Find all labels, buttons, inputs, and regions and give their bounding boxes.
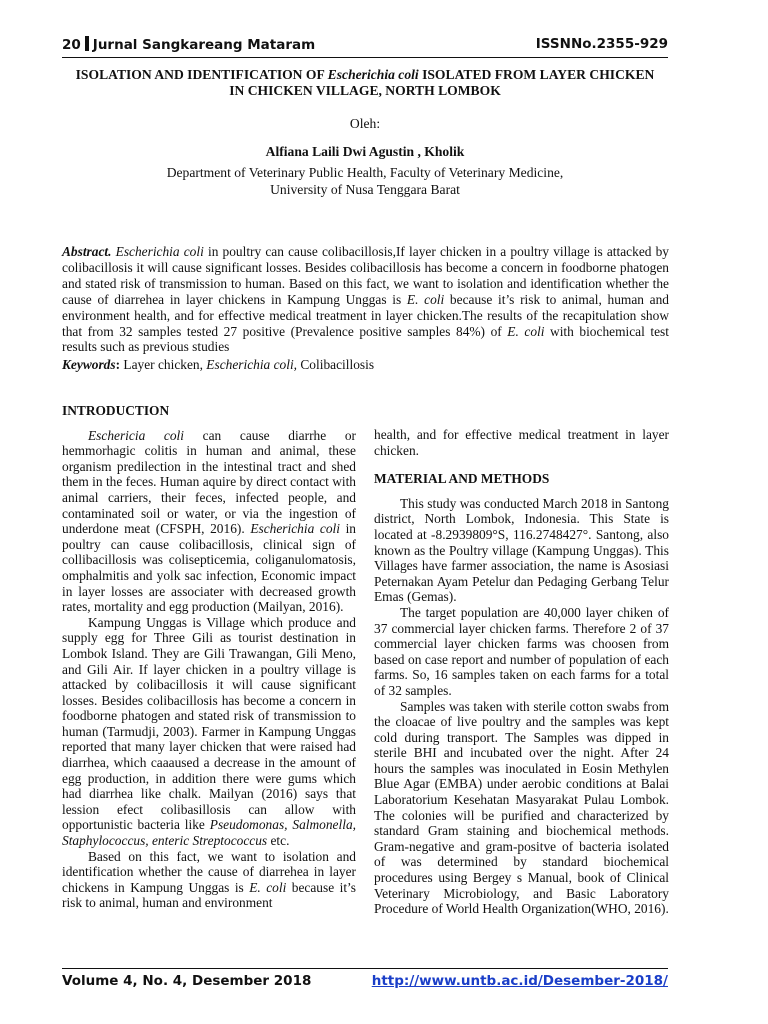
abstract-label: Abstract. bbox=[62, 244, 112, 259]
title-text-2: ISOLATED FROM LAYER CHICKEN IN CHICKEN VILLAGE, NORTH LOMBOK bbox=[229, 67, 655, 98]
abstract-text-2: because it’s risk to animal, human and environment health, and for effective medical treatment in layer chicken.The results of the recapitulation show that from 32 samples tested 27 positive (Prevalence positive samples 84%) of bbox=[62, 291, 670, 339]
intro-bacteria-list: Pseudomonas, Salmonella, Staphylococcus, enteric Streptococcus bbox=[62, 817, 356, 849]
abstract-text-3: with biochemical test results such as previous studies bbox=[62, 323, 669, 355]
title-species: Escherichia coli bbox=[327, 67, 419, 82]
intro-species-2: Escherichia coli bbox=[250, 521, 340, 537]
right-column bbox=[374, 427, 669, 917]
volume-info: Volume 4, No. 4, Desember 2018 bbox=[62, 973, 312, 989]
affiliation-line-1: Department of Veterinary Public Health, Faculty of Veterinary Medicine, bbox=[166, 165, 564, 180]
methods-paragraph-3: Samples was taken with sterile cotton swabs from the cloacae of live poultry and the samples was kept cold during transport. The Samples was dipped in sterile BHI and incubated over the night. After 24 hours the samples was inoculated in Eosin Methylen Blue Agar (EMBA) under aerobic conditions at Balai Laboratorium Kesehatan Masyarakat Pulau Lombok. The colonies will be purified and characterized by standard Gram staining and biochemical methods. Gram-negative and gram-positve of bacteria isolated of was determined by standard biochemical procedures using Bergey s Manual, book of Clinical Veterinary Microbiology, and Basic Laboratory Procedure of World Health Organization(WHO, 2016). bbox=[374, 698, 669, 917]
intro-paragraph-1 bbox=[62, 428, 356, 615]
journal-name: Jurnal Sangkareang Mataram bbox=[92, 37, 316, 53]
intro-paragraph-3-continued: health, and for effective medical treatment in layer chicken. bbox=[374, 427, 669, 458]
issn: ISSNNo.2355-929 bbox=[535, 36, 668, 52]
introduction-heading: INTRODUCTION bbox=[62, 403, 170, 418]
keyword-1: Layer chicken, bbox=[123, 357, 207, 372]
methods-paragraph-2: The target population are 40,000 layer chiken of 37 commercial layer chicken farms. Therefore 2 of 37 commercial layer chicken farms was choosen from based on case report and number of population of each farms. So, 16 samples taken on each farms for a total of 32 samples. bbox=[374, 604, 669, 698]
keyword-3: Colibacillosis bbox=[297, 357, 375, 372]
keyword-2: Escherichia coli, bbox=[206, 357, 298, 372]
intro-p1-text-b: in poultry can cause colibacillosis, clinical sign of collibacillosis was colisepticemia, coliganulomatosis, omphalmitis and yolk sac infection, Economic impact in layer losses are associater with decreased growth rates, mortality and egg production (Mailyan, 2016). bbox=[62, 521, 356, 615]
methods-paragraph-1: This study was conducted March 2018 in Santong district, North Lombok, Indonesia. This State is located at -8.2939809°S, 116.2748427°. Santong, also known as the Poultry village (Kampung Unggas). This Villages have farmer association, the name is Asosiasi Peternakan Ayam Petelur dan Pedaging Gerbang Telur Emas (Gemas). bbox=[374, 495, 669, 605]
header-separator-bar bbox=[85, 36, 89, 51]
abstract-ecoli-2: E. coli bbox=[507, 323, 545, 339]
header-left bbox=[62, 36, 315, 53]
keywords bbox=[62, 357, 669, 373]
intro-paragraph-2 bbox=[62, 615, 356, 849]
keywords-label: Keywords bbox=[62, 357, 116, 372]
intro-p1-text-a: can cause diarrhe or hemmorhagic colitis in human and animal, these organism predilection in the intestinal tract and shed them in the feces. Human aquire by direct contact with animal carriers, their feces, infected people, and contaminated soil or water, or via the ingestion of underdone meat (CFSPH, 2016). bbox=[62, 427, 356, 537]
abstract-species: Escherichia coli bbox=[115, 244, 204, 259]
paper-title bbox=[70, 67, 660, 99]
intro-p2-text-a: Kampung Unggas is Village which produce and supply egg for Three Gili as tourist destination in Lombok Island. They are Gili Trawangan, Gili Meno, and Gili Air. If layer chicken in a poultry village is attacked by colibacillosis it will cause significant losses. Besides colibacillosis has become a concern in foodborne phatogen and stated risk of transmission to human (Tarmudji, 2003). Farmer in Kampung Unggas reported that many layer chicken that were raised had diarrhea, which caaaused a decrease in the amount of egg production, in addition there were gums which had diarrhea like chalk. Mailyan (2016) says that lession efect colibasillosis can allow with opportunistic bacteria like bbox=[62, 614, 356, 833]
intro-p2-text-b: etc. bbox=[267, 833, 290, 849]
intro-ecoli: E. coli bbox=[249, 879, 287, 895]
page-number: 20 bbox=[62, 37, 81, 53]
page-header bbox=[62, 36, 668, 58]
keywords-sep: : bbox=[115, 357, 124, 372]
title-text-1: ISOLATION AND IDENTIFICATION OF bbox=[75, 67, 328, 82]
intro-paragraph-3 bbox=[62, 849, 356, 911]
footer-divider bbox=[62, 968, 668, 969]
intro-p3-text-b: because it’s risk to animal, human and environment bbox=[62, 879, 356, 911]
left-column bbox=[62, 403, 356, 911]
intro-p3-text-a: Based on this fact, we want to isolation and identification whether the cause of diarrehea in layer chickens in Kampung Unggas is bbox=[62, 848, 356, 895]
abstract bbox=[62, 244, 669, 355]
methods-heading: MATERIAL AND METHODS bbox=[374, 471, 550, 487]
affiliation bbox=[0, 165, 730, 198]
affiliation-line-2: University of Nusa Tenggara Barat bbox=[270, 181, 460, 197]
journal-url-link[interactable]: http://www.untb.ac.id/Desember-2018/ bbox=[371, 973, 668, 989]
abstract-text-1: in poultry can cause colibacillosis,If layer chicken in a poultry village is attacked by colibacillosis it will cause significant losses. Besides colibacillosis has become a concern in foodborne phatogen and stated risk of transmission to human. Based on this fact, we want to isolation and identification whether the cause of diarrehea in layer chickens in Kampung Unggas is bbox=[62, 244, 669, 307]
header-divider bbox=[62, 57, 668, 58]
oleh-label: Oleh: bbox=[349, 116, 381, 131]
intro-species-1: Eschericia coli bbox=[88, 427, 184, 443]
authors: Alfiana Laili Dwi Agustin , Kholik bbox=[265, 144, 465, 159]
abstract-ecoli-1: E. coli bbox=[406, 291, 445, 307]
